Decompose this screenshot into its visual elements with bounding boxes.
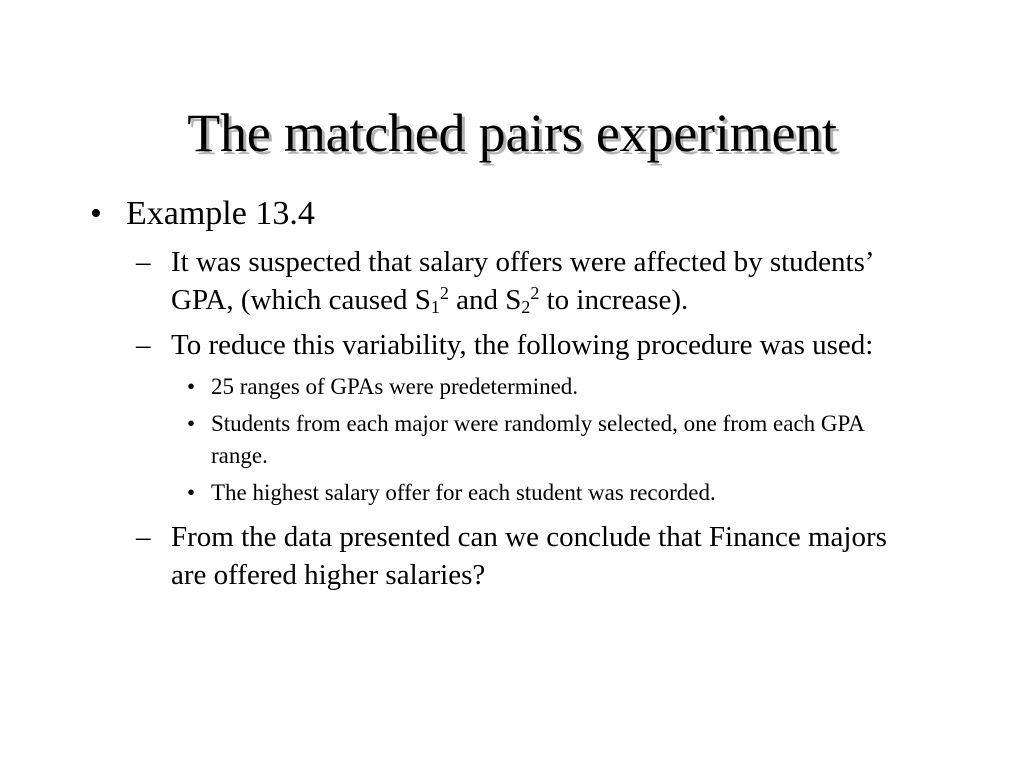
- sub-bullet-suspicion-text: It was suspected that salary offers were affected by students’ GPA, (which caused $S_1^2$ and $S_2^2$ to increase).: [171, 246, 873, 318]
- procedure-step: [187, 371, 920, 403]
- sub-bullet-question-text: From the data presented can we conclude that Finance majors are offered higher salaries?: [171, 521, 887, 591]
- superscript-2: 2: [439, 283, 449, 304]
- dash-marker: –: [136, 329, 151, 361]
- sub-bullet-question: [136, 518, 920, 594]
- procedure-step: [187, 477, 920, 509]
- dash-marker: –: [136, 246, 151, 278]
- sub-bullet-procedure-text: To reduce this variability, the following procedure was used:: [171, 329, 874, 361]
- sub-bullet-list: [136, 243, 920, 594]
- bullet-marker: •: [90, 195, 102, 232]
- procedure-step: [187, 408, 920, 472]
- subscript-1: 1: [430, 297, 440, 318]
- procedure-step-list: [187, 371, 920, 509]
- superscript-2b: 2: [530, 283, 540, 304]
- dash-marker: –: [136, 521, 151, 553]
- procedure-step-text: Students from each major were randomly selected, one from each GPA range.: [211, 411, 864, 468]
- slide-title: The matched pairs experiment: [187, 103, 837, 163]
- bullet-marker: •: [187, 374, 196, 399]
- bullet-example-text: Example 13.4: [126, 195, 315, 232]
- procedure-step-text: 25 ranges of GPAs were predetermined.: [211, 374, 579, 399]
- bullet-marker: •: [187, 480, 196, 505]
- sub-bullet-procedure: [136, 326, 920, 364]
- slide-content: [90, 193, 920, 601]
- sub-bullet-suspicion: [136, 243, 920, 319]
- procedure-step-text: The highest salary offer for each student was recorded.: [211, 480, 716, 505]
- subscript-2: 2: [521, 297, 531, 318]
- bullet-marker: •: [187, 411, 196, 436]
- bullet-example: [90, 193, 920, 235]
